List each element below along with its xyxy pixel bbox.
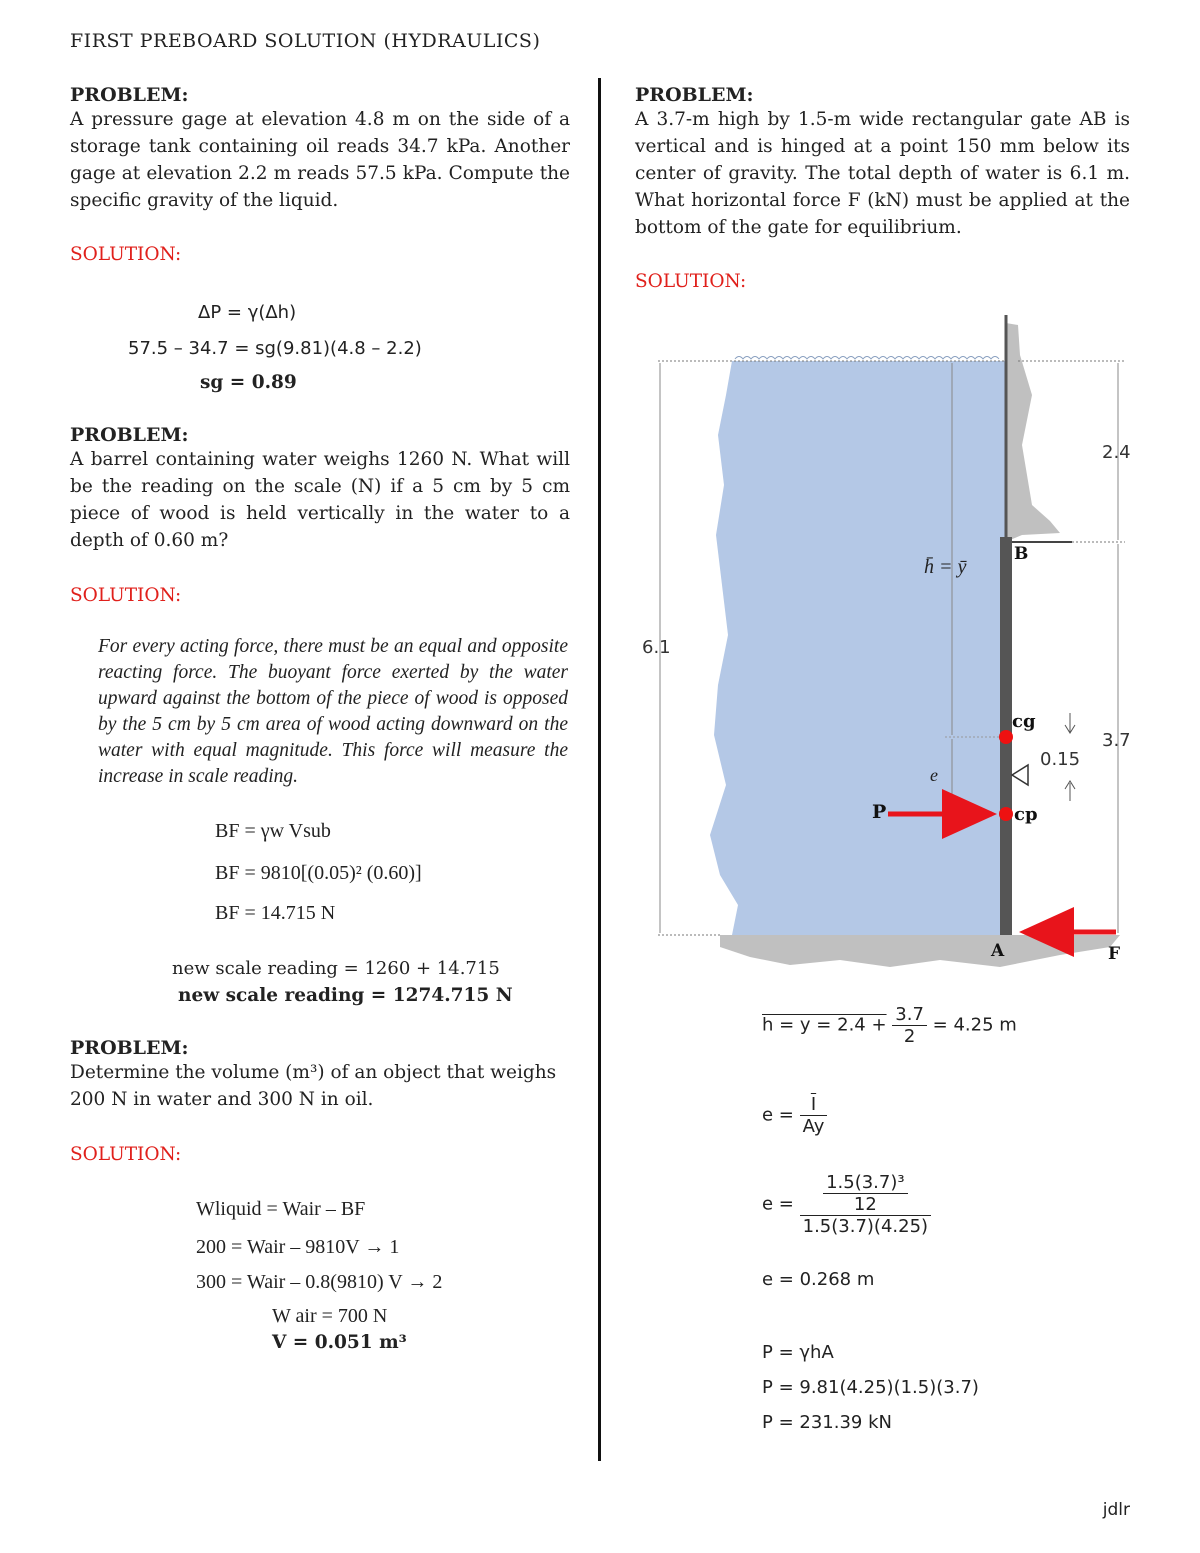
equation: 300 = Wair – 0.8(9810) V → 2 — [196, 1271, 443, 1293]
problem-heading: PROBLEM: — [70, 424, 189, 446]
equation: Wliquid = Wair – BF — [196, 1198, 366, 1220]
depth-label: 6.1 — [642, 637, 671, 658]
problem-text: Determine the volume (m³) of an object that weighs 200 N in water and 300 N in oil. — [70, 1062, 557, 1110]
problem-heading: PROBLEM: — [635, 84, 754, 106]
cg-label: cg — [1012, 711, 1036, 732]
footer-initials: jdlr — [1102, 1500, 1130, 1520]
equation-e3: e = 0.268 m — [762, 1269, 875, 1290]
equation: BF = γw Vsub — [215, 820, 331, 842]
ground-floor — [720, 935, 1120, 967]
gate-height-label: 3.7 — [1102, 730, 1131, 751]
column-divider — [598, 78, 601, 1461]
problem-heading: PROBLEM: — [70, 84, 189, 106]
equation-P1: P = γhA — [762, 1342, 834, 1363]
water-surface — [735, 357, 999, 360]
solution-label: SOLUTION: — [70, 1144, 182, 1165]
page-title: FIRST PREBOARD SOLUTION (HYDRAULICS) — [70, 30, 541, 52]
equation-text: e = — [762, 1193, 794, 1215]
equation: new scale reading = 1260 + 14.715 — [172, 958, 500, 979]
hinge-symbol — [1012, 765, 1028, 785]
fraction-numerator: $\overline{I}$ — [800, 1094, 828, 1116]
fraction-denominator: Ay — [802, 1116, 825, 1137]
P-label: P — [872, 801, 887, 823]
equation-text: h = y = 2.4 + — [762, 1014, 887, 1036]
equation-P2: P = 9.81(4.25)(1.5)(3.7) — [762, 1377, 979, 1398]
equation: 57.5 – 34.7 = sg(9.81)(4.8 – 2.2) — [128, 338, 422, 359]
problem-heading: PROBLEM: — [70, 1037, 189, 1059]
cp-label: cp — [1014, 804, 1038, 825]
fraction-denominator: 12 — [853, 1194, 877, 1215]
explanation: For every acting force, there must be an equal and opposite reacting force. The buoyant force exerted by the water upward against the bottom of the piece of wood is opposed by the 5 cm by 5 cm area of wood acting downward on the water with equal magnitude. This force will measure the increase in scale reading. — [98, 636, 568, 787]
answer: V = 0.051 m³ — [272, 1332, 407, 1353]
equation-P3: P = 231.39 kN — [762, 1412, 892, 1433]
problem-text: A barrel containing water weighs 1260 N. What will be the reading on the scale (N) if a 5 cm by 5 cm piece of wood is held vertically in the water to a depth of 0.60 m? — [70, 449, 570, 551]
fraction-numerator: 1.5(3.7)³ — [823, 1172, 908, 1194]
cg-point — [999, 730, 1013, 744]
top-distance-label: 2.4 — [1102, 442, 1131, 463]
equation: ΔP = γ(Δh) — [198, 302, 297, 323]
offset-label: 0.15 — [1040, 749, 1081, 770]
equation-e2 — [762, 1172, 931, 1237]
problem-text: A pressure gage at elevation 4.8 m on the side of a storage tank containing oil reads 34.7 kPa. Another gage at elevation 2.2 m reads 57.5 kPa. Compute the specific gravity of the liquid. — [70, 109, 570, 211]
answer: sg = 0.89 — [200, 372, 297, 393]
solution-label: SOLUTION: — [635, 271, 747, 292]
solution-label: SOLUTION: — [70, 244, 182, 265]
ground-wall — [1006, 323, 1060, 540]
point-B-label: B — [1014, 544, 1029, 564]
problem-text: A 3.7-m high by 1.5-m wide rectangular gate AB is vertical and is hinged at a point 150 mm below its center of gravity. The total depth of water is 6.1 m. What horizontal force F (kN) must be applied at the bottom of the gate for equilibrium. — [635, 109, 1130, 238]
equation: BF = 9810[(0.05)² (0.60)] — [215, 862, 422, 884]
hbar-label: h̄ = ȳ — [924, 556, 967, 578]
point-A-label: A — [991, 941, 1005, 961]
solution-label: SOLUTION: — [70, 585, 182, 606]
problem-3 — [70, 1037, 570, 1113]
equation-hbar — [762, 1004, 1017, 1047]
problem-2 — [70, 424, 570, 554]
problem-4 — [635, 84, 1130, 241]
cp-point — [999, 807, 1013, 821]
fraction-numerator: 3.7 — [892, 1004, 927, 1026]
equation-text: e = — [762, 1104, 794, 1126]
equation: 200 = Wair – 9810V → 1 — [196, 1236, 400, 1258]
F-label: F — [1108, 944, 1121, 964]
equation: W air = 700 N — [272, 1305, 388, 1327]
fraction-denominator: 2 — [903, 1026, 916, 1047]
problem-1 — [70, 84, 570, 214]
fraction-denominator: 1.5(3.7)(4.25) — [800, 1215, 931, 1237]
equation-text: = 4.25 m — [932, 1014, 1017, 1036]
answer: new scale reading = 1274.715 N — [178, 985, 513, 1006]
e-label: e — [930, 765, 938, 785]
equation-e — [762, 1094, 827, 1137]
equation: BF = 14.715 N — [215, 902, 336, 924]
water-region — [710, 361, 1005, 935]
gate-diagram — [640, 315, 1145, 980]
